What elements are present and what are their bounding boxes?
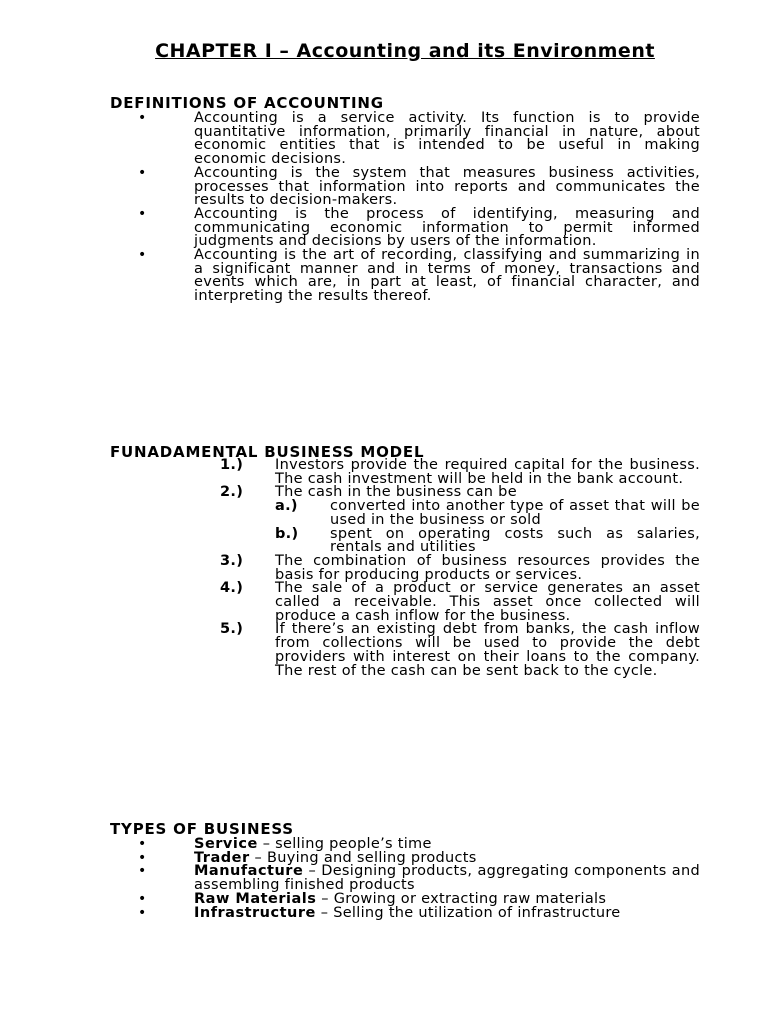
business-model-list [110, 459, 700, 678]
step-text: Investors provide the required capital for the business. The cash investment will be held in the bank account. [275, 457, 700, 487]
step-number: 3.) [220, 552, 244, 569]
step-number: 5.) [220, 621, 244, 638]
types-heading: TYPES OF BUSINESS [110, 820, 294, 838]
step-text: The sale of a product or service generates an asset called a receivable. This asset once collected will produce a cash inflow for the business. [275, 580, 700, 624]
definition-item [110, 249, 700, 304]
model-step [110, 582, 700, 623]
business-type-text: – Buying and selling products [249, 849, 477, 866]
bullet-icon: • [138, 890, 147, 907]
business-type-term: Service [194, 836, 258, 852]
sub-step [275, 525, 700, 556]
business-type-term: Trader [194, 849, 250, 866]
definitions-heading: DEFINITIONS OF ACCOUNTING [110, 94, 384, 112]
business-type-term: Infrastructure [194, 904, 316, 921]
step-text: The combination of business resources provides the basis for producing products or services. [275, 552, 700, 583]
step-text: The cash in the business can be [275, 484, 517, 501]
business-type-item [110, 865, 700, 892]
business-types-list [110, 838, 700, 920]
definition-text: Accounting is the art of recording, classifying and summarizing in a significant manner and in terms of money, transactions and events which are, in part at least, of financial character, and interpreting the results thereof. [194, 247, 700, 305]
bullet-icon: • [138, 904, 147, 921]
bullet-icon: • [138, 863, 147, 880]
definition-text: Accounting is a service activity. Its function is to provide quantitative information, primarily financial in nature, about economic entities that is intended to be useful in making economic decisions. [194, 110, 700, 168]
model-step [110, 486, 700, 555]
model-step [110, 552, 700, 583]
model-step [110, 623, 700, 678]
step-sub-list [275, 500, 700, 555]
model-step [110, 459, 700, 486]
definition-text: Accounting is the system that measures business activities, processes that information into reports and communicates the results to decision-makers. [194, 164, 700, 209]
business-type-term: Manufacture [194, 863, 304, 880]
definition-item [110, 205, 700, 250]
step-number: 2.) [220, 484, 244, 501]
bullet-icon: • [138, 164, 147, 181]
bullet-icon: • [138, 247, 147, 264]
bullet-icon: • [138, 849, 147, 866]
step-number: 4.) [220, 580, 244, 597]
chapter-title: CHAPTER I – Accounting and its Environment [155, 40, 655, 62]
business-type-text: – Growing or extracting raw materials [316, 890, 607, 907]
business-type-text: – Selling the utilization of infrastructure [315, 904, 621, 921]
business-type-term: Raw Materials [194, 890, 317, 907]
sub-step-text: spent on operating costs such as salaries, rentals and utilities [330, 525, 700, 556]
definition-item [110, 164, 700, 209]
sub-step-letter: a.) [275, 498, 298, 515]
step-text: If there’s an existing debt from banks, the cash inflow from collections will be used to provide the debt providers with interest on their loans to the company. The rest of the cash can be sent back to the cycle. [275, 621, 700, 679]
bullet-icon: • [138, 110, 147, 126]
sub-step-letter: b.) [275, 525, 299, 542]
bullet-icon: • [138, 836, 147, 852]
definition-text: Accounting is the process of identifying, measuring and communicating economic information to permit informed judgments and decisions by users of the information. [194, 205, 700, 250]
bullet-icon: • [138, 205, 147, 222]
step-number: 1.) [220, 457, 244, 473]
sub-step-text: converted into another type of asset that will be used in the business or sold [330, 498, 700, 528]
business-type-text: – Designing products, aggregating components and assembling finished products [194, 863, 700, 894]
definitions-list [110, 112, 700, 304]
business-type-text: – selling people’s time [257, 836, 432, 852]
definition-item [110, 112, 700, 167]
business-type-item [110, 904, 700, 921]
business-model-heading: FUNADAMENTAL BUSINESS MODEL [110, 443, 425, 461]
sub-step [275, 500, 700, 527]
